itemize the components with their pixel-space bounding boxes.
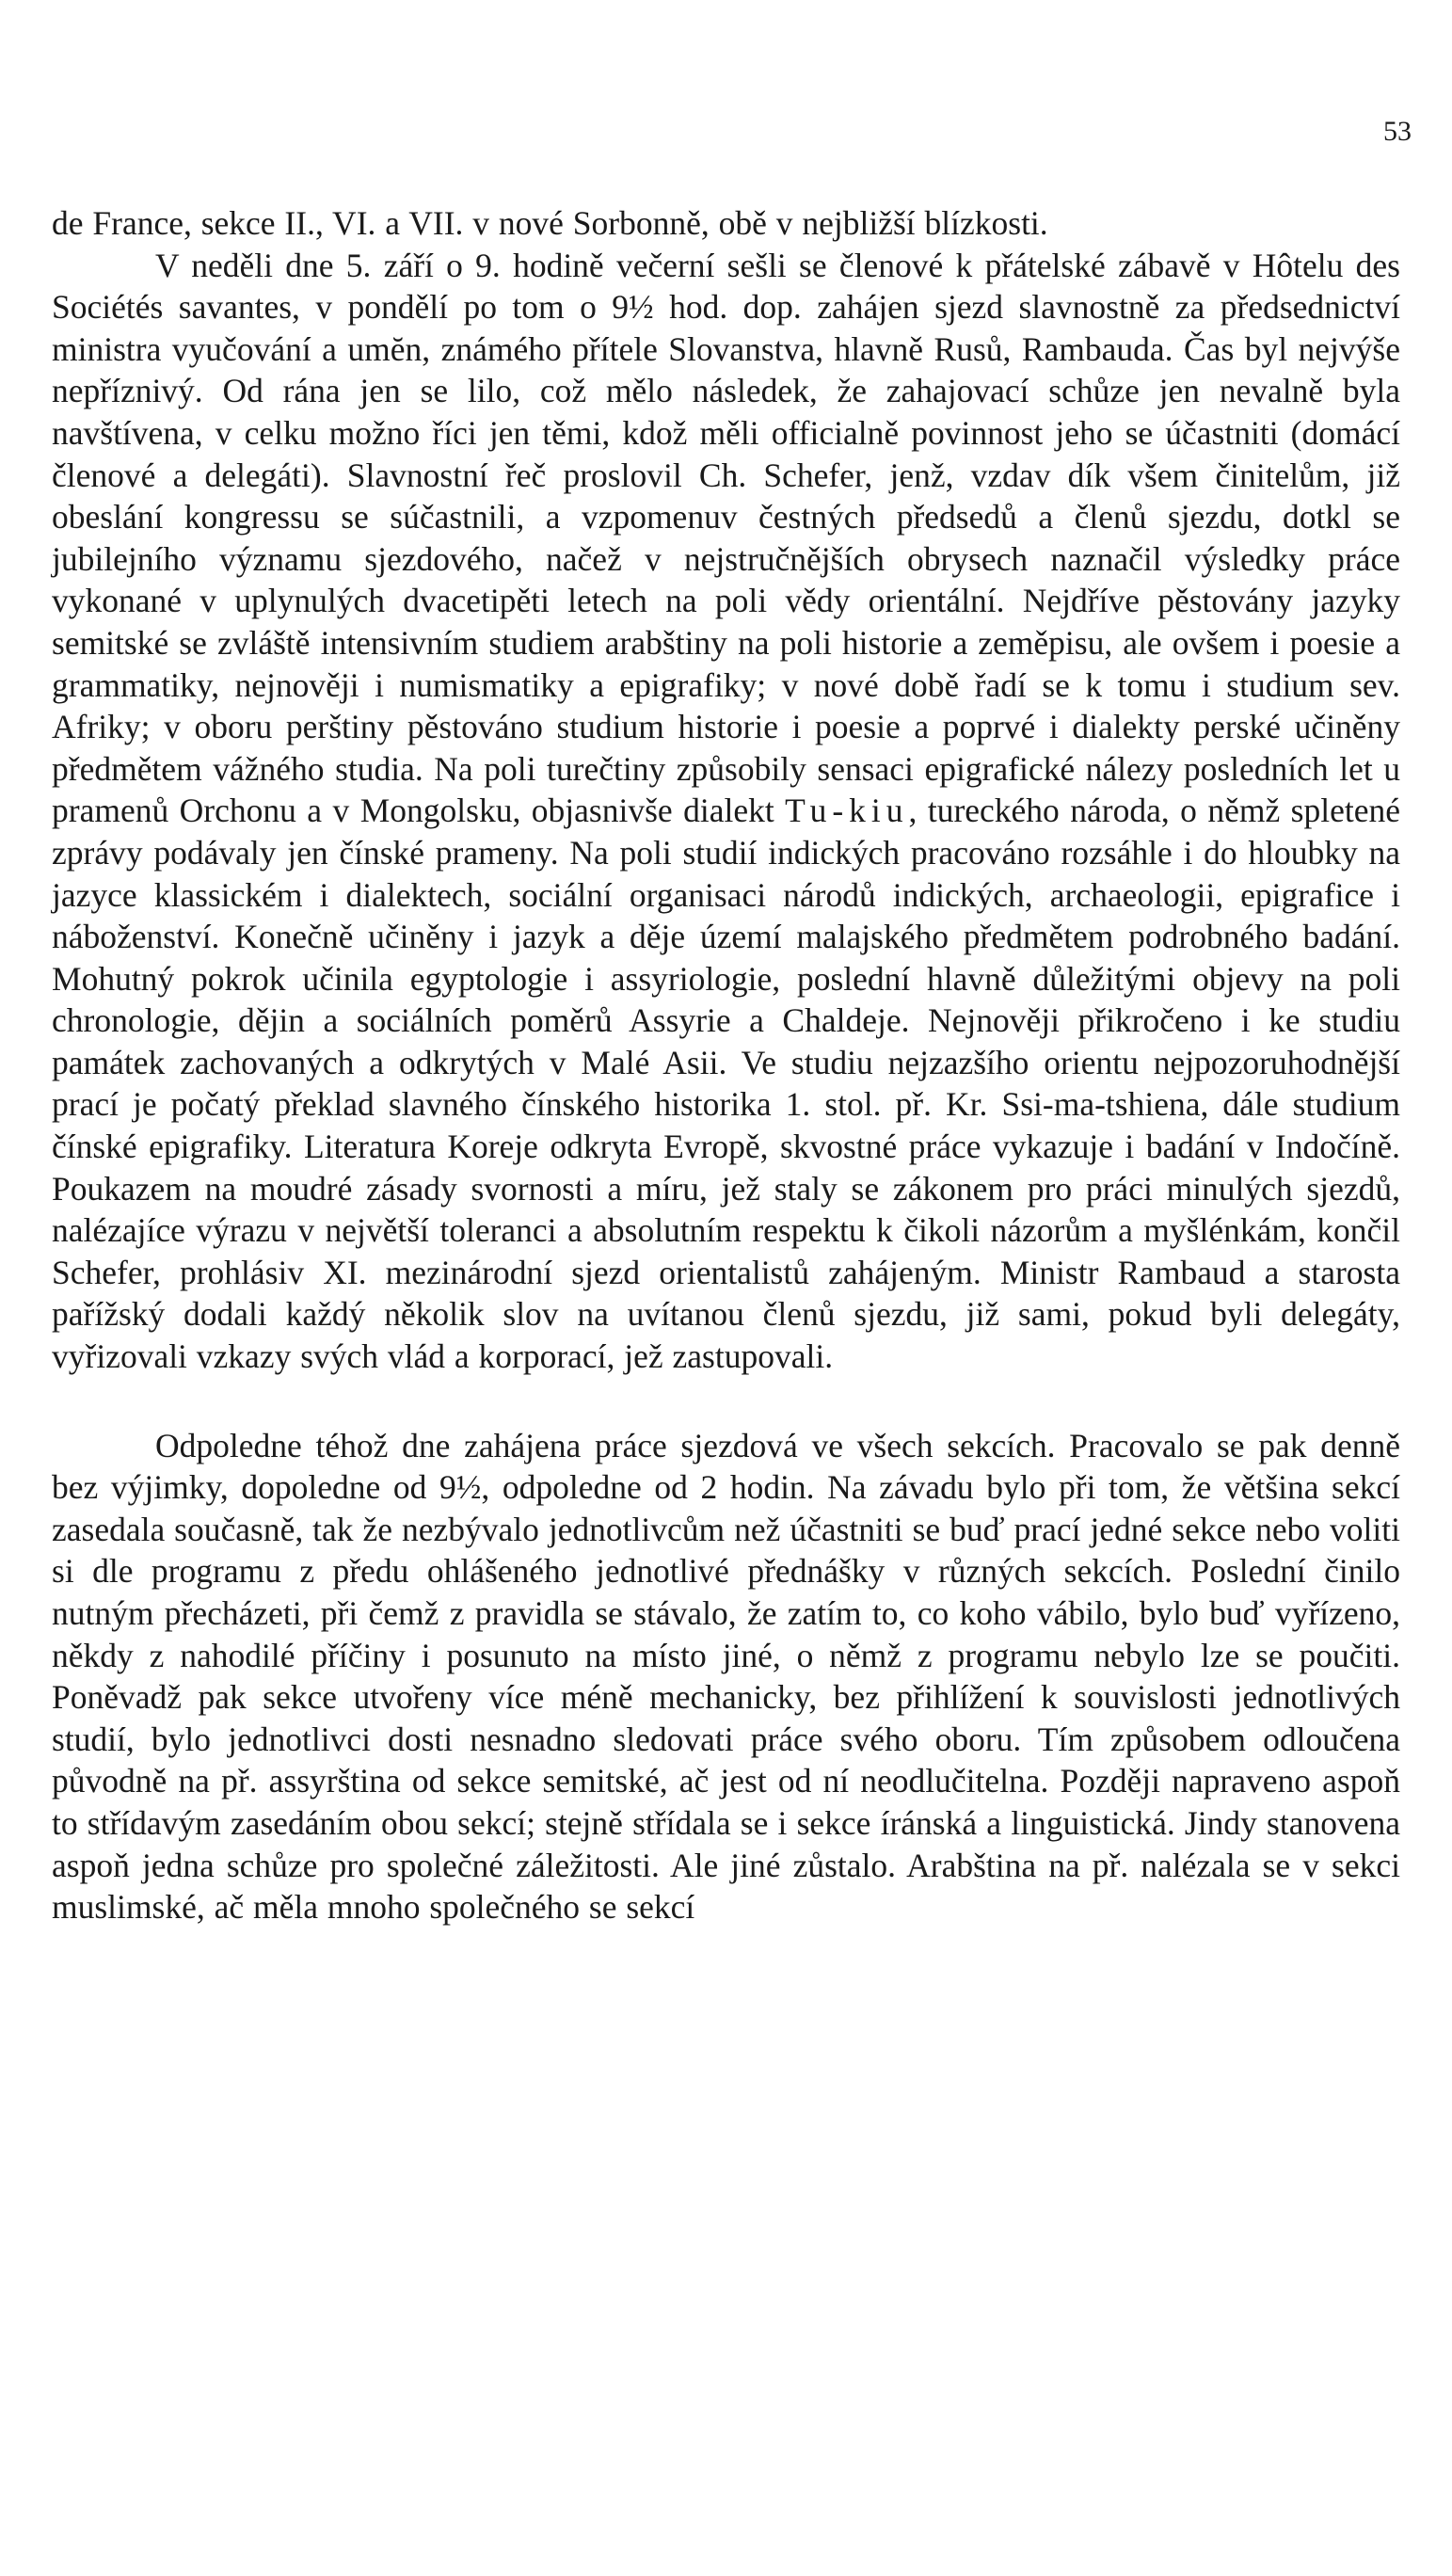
paragraph-text-segment: , odpoledne od 2 hodin. Na závadu bylo při tom, že většina sekcí zasedala současně, tak že nezbývalo jednotlivcům než účastniti se buď prací jedné sekce nebo voliti si dle programu z předu ohlášeného jednotlivé přednášky v různých sekcích. Poslední činilo nutným přecházeti, při čemž z pravidla se stávalo, že zatím to, co koho vábilo, bylo buď vyřízeno, někdy z nahodilé příčiny i posunuto na místo jiné, o němž z programu nebylo lze se poučiti. Poněvadž pak sekce utvořeny více méně mechanicky, bez přihlížení k souvislosti jednotlivých studií, bylo jednotlivci dosti nesnadno sledovati práce svého oboru. Tím způsobem odloučena původně na př. assyrština od sekce semitské, ač jest od ní neodlučitelna. Později napraveno aspoň to střídavým zasedáním obou sekcí; stejně střídala se i sekce íránská a linguistická. Jindy stanovena aspoň jedna schůze pro společné záležitosti. Ale jiné zůstalo. Arabština na př. nalézala se v sekci muslimské, ač měla mnoho společného se sekcí <box>52 1468 1400 1927</box>
paragraph-text-segment: Odpoledne téhož dne zahájena práce sjezdová ve všech sekcích. Pracovalo se pak denně bez výjimky, dopoledne od <box>52 1426 1400 1507</box>
document-body <box>52 202 1400 1928</box>
paragraph-text-segment: hod. dop. zahájen sjezd slavnostně za předsednictví ministra vyučování a umĕn, známého přítele Slovanstva, hlavně Rusů, Rambauda. Čas byl nejvýše nepříznivý. Od rána jen se lilo, což mělo následek, že zahajovací schůze jen nevalně byla navštívena, v celku možno říci jen těmi, kdož měli officialně povinnost jeho se účastniti (domácí členové a delegáti). Slavnostní řeč proslovil Ch. Schefer, jenž, vzdav dík všem činitelům, již obeslání kongressu se súčastnili, a vzpomenuv čestných předsedů a členů sjezdu, dotkl se jubilejního významu sjezdového, načež v nejstručnějších obrysech naznačil výsledky práce vykonané v uplynulých dvacetipěti letech na poli vědy orientální. Nejdříve pěstovány jazyky semitské se zvláště intensivním studiem arabštiny na poli historie a zeměpisu, ale ovšem i poesie a grammatiky, nejnověji i numismatiky a epigrafiky; v nové době řadí se k tomu i studium sev. Afriky; v oboru perštiny pěstováno studium historie i poesie a poprvé i dialekty perské učiněny předmětem vážného studia. Na poli turečtiny způsobily sensaci epigrafické nálezy posledních let u pramenů Orchonu a v Mongolsku, objasnivše dialekt <box>52 288 1400 830</box>
paragraph-continuation: de France, sekce II., VI. a VII. v nové Sorbonně, obě v nejbližší blízkosti. <box>52 204 1048 242</box>
page-number: 53 <box>1383 116 1412 147</box>
spaced-term: Tu-kiu <box>785 792 909 830</box>
paragraph-spacer <box>52 1378 1400 1425</box>
time-fraction: 9½ <box>612 288 654 327</box>
paragraph-congress-opening <box>52 245 1400 1378</box>
paragraph-afternoon-sessions <box>52 1425 1400 1928</box>
paragraph-text-segment: V neděli dne 5. září o 9. hodině večerní sešli se členové k přátelské zábavě v Hôtelu des Sociétés savantes, v pondělí po tom o <box>52 246 1400 327</box>
time-fraction: 9½ <box>439 1468 482 1507</box>
paragraph-text-segment: , tureckého národa, o němž spletené zprávy podávaly jen čínské prameny. Na poli studií indických pracováno rozsáhle i do hloubky na jazyce klassickém i dialektech, sociální organisaci národů indických, archaeologii, epigrafice i náboženství. Konečně učiněny i jazyk a děje území malajského předmětem podrobného badání. Mohutný pokrok učinila egyptologie i assyriologie, poslední hlavně důležitými objevy na poli chronologie, dějin a sociálních poměrů Assyrie a Chaldeje. Nejnověji přikročeno i ke studiu památek zachovaných a odkrytých v Malé Asii. Ve studiu nejzazšího orientu nejpozoruhodnější prací je počatý překlad slavného čínského historika 1. stol. př. Kr. Ssi-ma-tshiena, dále studium čínské epigrafiky. Literatura Koreje odkryta Evropě, skvostné práce vykazuje i badání v Indočíně. Poukazem na moudré zásady svornosti a míru, jež staly se zákonem pro práci minulých sjezdů, nalézajíce výrazu v největší toleranci a absolutním respektu k čikoli názorům a myšlénkám, končil Schefer, prohlásiv XI. mezinárodní sjezd orientalistů zahájeným. Ministr Rambaud a starosta pařížský dodali každý několik slov na uvítanou členů sjezdu, již sami, pokud byli delegáty, vyřizovali vzkazy svých vlád a korporací, jež zastupovali. <box>52 792 1400 1376</box>
